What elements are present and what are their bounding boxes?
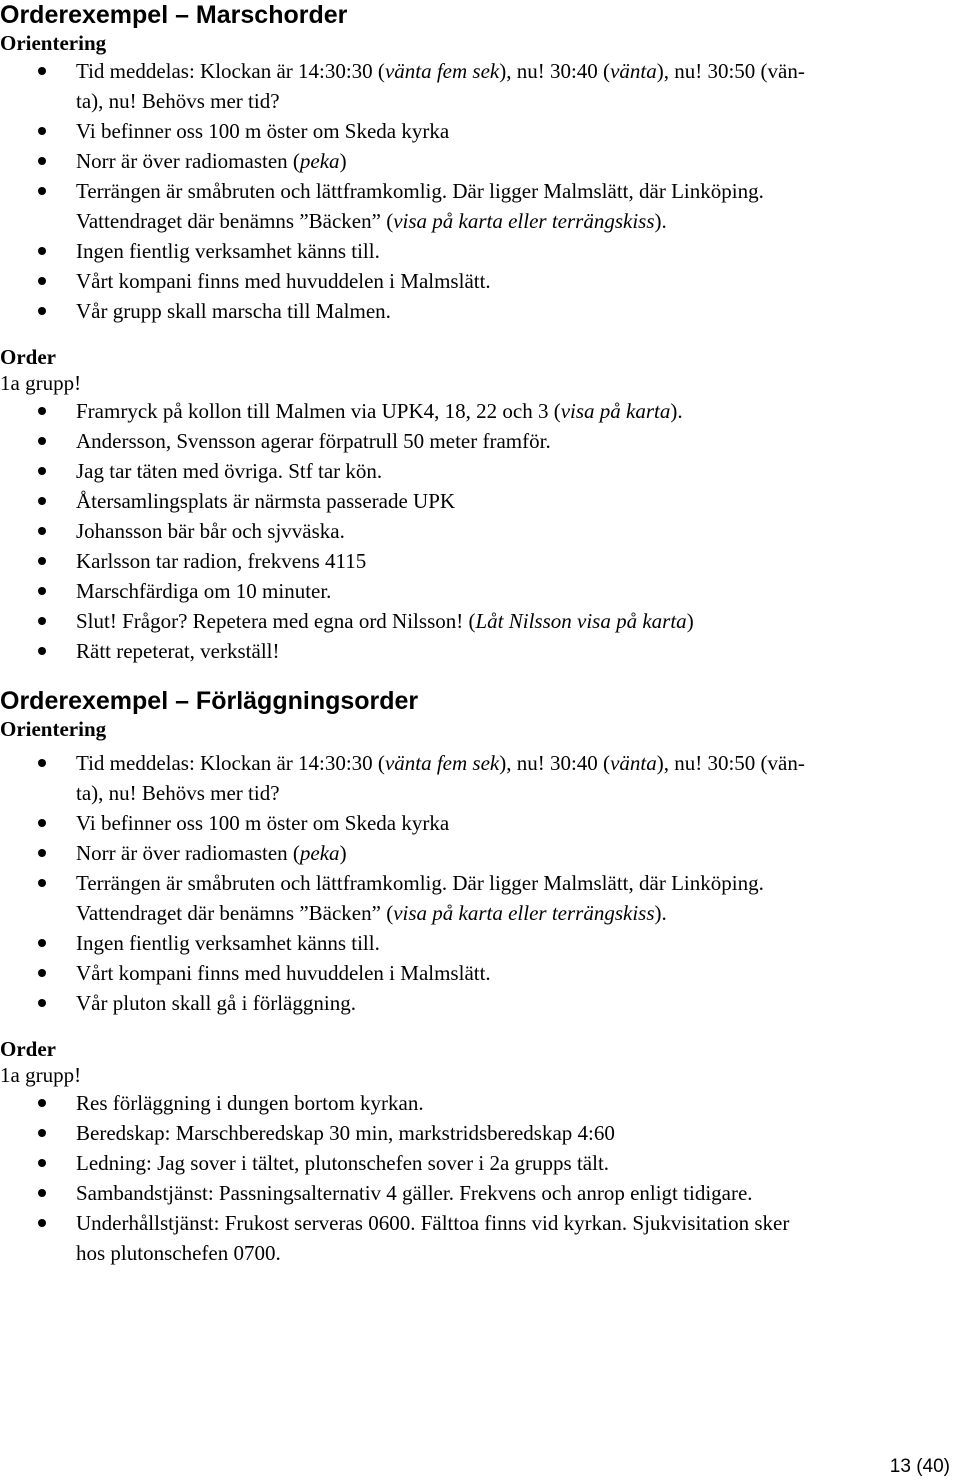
list-item — [0, 516, 960, 546]
list-item-line: ta), nu! Behövs mer tid? — [76, 781, 280, 805]
list-item-line: Underhållstjänst: Frukost serveras 0600. Fälttoa finns vid kyrkan. Sjukvisitation sker — [76, 1211, 790, 1235]
list-item — [0, 988, 960, 1018]
bullet-icon — [38, 437, 46, 445]
bullet-icon — [38, 247, 46, 255]
order-list — [0, 1088, 960, 1268]
list-item-line: Sambandstjänst: Passningsalternativ 4 gäller. Frekvens och anrop enligt tidigare. — [76, 1181, 753, 1205]
italic-note: vänta — [610, 751, 657, 775]
list-item-line: Slut! Frågor? Repetera med egna ord Nilsson! (Låt Nilsson visa på karta) — [76, 609, 694, 633]
order-heading: Order — [0, 1037, 56, 1061]
bullet-icon — [38, 1129, 46, 1137]
bullet-icon — [38, 67, 46, 75]
italic-note: visa på karta — [560, 399, 671, 423]
bullet-icon — [38, 1219, 46, 1227]
list-item-line: Terrängen är småbruten och lättframkomlig. Där ligger Malmslätt, där Linköping. — [76, 179, 764, 203]
list-item-line: Tid meddelas: Klockan är 14:30:30 (vänta fem sek), nu! 30:40 (vänta), nu! 30:50 (vän- — [76, 59, 805, 83]
list-item-line: Jag tar täten med övriga. Stf tar kön. — [76, 459, 383, 483]
bullet-icon — [38, 879, 46, 887]
list-item-line: Vårt kompani finns med huvuddelen i Malmslätt. — [76, 269, 491, 293]
bullet-icon — [38, 557, 46, 565]
italic-note: visa på karta eller terrängskiss — [393, 209, 655, 233]
list-item-line: Tid meddelas: Klockan är 14:30:30 (vänta fem sek), nu! 30:40 (vänta), nu! 30:50 (vän- — [76, 751, 805, 775]
orientation-heading: Orientering — [0, 31, 107, 55]
list-item — [0, 56, 960, 116]
bullet-icon — [38, 647, 46, 655]
list-item — [0, 1178, 960, 1208]
list-item — [0, 266, 960, 296]
list-item — [0, 808, 960, 838]
bullet-icon — [38, 999, 46, 1007]
bullet-icon — [38, 497, 46, 505]
bullet-icon — [38, 759, 46, 767]
list-item — [0, 456, 960, 486]
order-list — [0, 396, 960, 666]
bullet-icon — [38, 587, 46, 595]
list-item-line: Vi befinner oss 100 m öster om Skeda kyrka — [76, 811, 450, 835]
bullet-icon — [38, 187, 46, 195]
order-group-label: 1a grupp! — [0, 1063, 82, 1087]
list-item — [0, 868, 960, 928]
bullet-icon — [38, 819, 46, 827]
list-item — [0, 958, 960, 988]
bullet-icon — [38, 849, 46, 857]
italic-note: visa på karta eller terrängskiss — [393, 901, 655, 925]
bullet-icon — [38, 939, 46, 947]
list-item-line: Ledning: Jag sover i tältet, plutonschefen sover i 2a grupps tält. — [76, 1151, 610, 1175]
orientation-list — [0, 56, 960, 326]
list-item — [0, 176, 960, 236]
bullet-icon — [38, 127, 46, 135]
list-item — [0, 1148, 960, 1178]
list-item-line: Vi befinner oss 100 m öster om Skeda kyrka — [76, 119, 450, 143]
list-item-line: Ingen fientlig verksamhet känns till. — [76, 239, 380, 263]
list-item-line: Vattendraget där benämns ”Bäcken” (visa på karta eller terrängskiss). — [76, 901, 667, 925]
list-item — [0, 636, 960, 666]
list-item-line: ta), nu! Behövs mer tid? — [76, 89, 280, 113]
list-item — [0, 426, 960, 456]
list-item — [0, 606, 960, 636]
list-item — [0, 116, 960, 146]
list-item — [0, 1088, 960, 1118]
list-item-line: Karlsson tar radion, frekvens 4115 — [76, 549, 367, 573]
list-item-line: Norr är över radiomasten (peka) — [76, 149, 347, 173]
bullet-icon — [38, 1189, 46, 1197]
list-item — [0, 146, 960, 176]
list-item-line: Återsamlingsplats är närmsta passerade UPK — [76, 489, 456, 513]
list-item-line: Norr är över radiomasten (peka) — [76, 841, 347, 865]
bullet-icon — [38, 527, 46, 535]
list-item-line: hos plutonschefen 0700. — [76, 1241, 281, 1265]
list-item-line: Vår pluton skall gå i förläggning. — [76, 991, 356, 1015]
italic-note: vänta — [610, 59, 657, 83]
list-item-line: Andersson, Svensson agerar förpatrull 50 meter framför. — [76, 429, 551, 453]
bullet-icon — [38, 969, 46, 977]
orientation-heading: Orientering — [0, 717, 107, 741]
list-item — [0, 296, 960, 326]
italic-note: peka — [299, 149, 340, 173]
list-item — [0, 928, 960, 958]
italic-note: vänta fem sek — [384, 751, 500, 775]
section-title-forlaggningsorder: Orderexempel – Förläggningsorder — [0, 687, 419, 715]
list-item — [0, 486, 960, 516]
list-item — [0, 236, 960, 266]
bullet-icon — [38, 307, 46, 315]
section-title-marschorder: Orderexempel – Marschorder — [0, 1, 348, 29]
list-item — [0, 838, 960, 868]
list-item-line: Ingen fientlig verksamhet känns till. — [76, 931, 380, 955]
italic-note: peka — [299, 841, 340, 865]
order-heading: Order — [0, 345, 56, 369]
list-item — [0, 576, 960, 606]
bullet-icon — [38, 277, 46, 285]
list-item-line: Beredskap: Marschberedskap 30 min, markstridsberedskap 4:60 — [76, 1121, 615, 1145]
list-item-line: Vattendraget där benämns ”Bäcken” (visa på karta eller terrängskiss). — [76, 209, 667, 233]
list-item — [0, 748, 960, 808]
orientation-list — [0, 748, 960, 1018]
list-item-line: Marschfärdiga om 10 minuter. — [76, 579, 332, 603]
list-item — [0, 396, 960, 426]
bullet-icon — [38, 157, 46, 165]
bullet-icon — [38, 1159, 46, 1167]
list-item-line: Res förläggning i dungen bortom kyrkan. — [76, 1091, 424, 1115]
list-item-line: Vår grupp skall marscha till Malmen. — [76, 299, 391, 323]
list-item — [0, 546, 960, 576]
list-item-line: Framryck på kollon till Malmen via UPK4, 18, 22 och 3 (visa på karta). — [76, 399, 683, 423]
bullet-icon — [38, 617, 46, 625]
list-item-line: Rätt repeterat, verkställ! — [76, 639, 280, 663]
bullet-icon — [38, 1099, 46, 1107]
bullet-icon — [38, 467, 46, 475]
list-item — [0, 1208, 960, 1268]
list-item — [0, 1118, 960, 1148]
order-group-label: 1a grupp! — [0, 371, 82, 395]
list-item-line: Johansson bär bår och sjvväska. — [76, 519, 345, 543]
italic-note: Låt Nilsson visa på karta — [475, 609, 687, 633]
italic-note: vänta fem sek — [384, 59, 500, 83]
page-number: 13 (40) — [889, 1456, 950, 1477]
bullet-icon — [38, 407, 46, 415]
list-item-line: Vårt kompani finns med huvuddelen i Malmslätt. — [76, 961, 491, 985]
list-item-line: Terrängen är småbruten och lättframkomlig. Där ligger Malmslätt, där Linköping. — [76, 871, 764, 895]
